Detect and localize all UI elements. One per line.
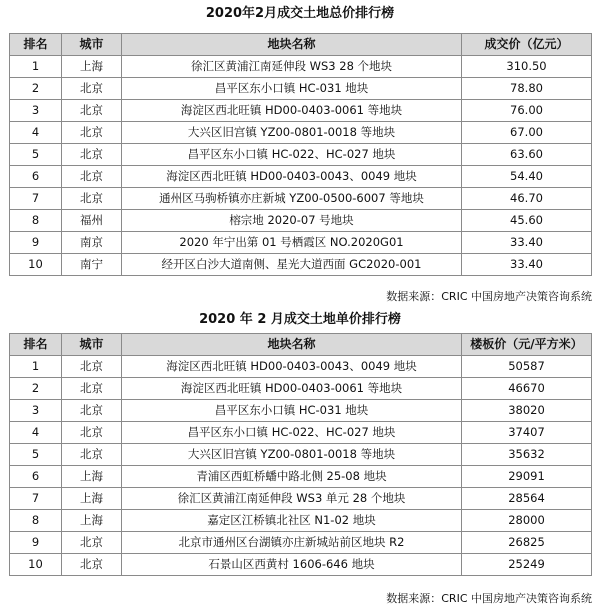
total-price-ranking-table	[9, 33, 592, 276]
plot-name-cell: 徐汇区黄浦江南延伸段 WS3 单元 28 个地块	[122, 488, 462, 510]
city-cell: 上海	[62, 510, 122, 532]
header-plot-name: 地块名称	[122, 334, 462, 356]
table-row	[10, 210, 592, 232]
table2-source: 数据来源：CRIC 中国房地产决策咨询系统	[386, 592, 592, 605]
plot-name-cell: 石景山区西黄村 1606-646 地块	[122, 554, 462, 576]
city-cell: 北京	[62, 122, 122, 144]
rank-cell: 5	[10, 144, 62, 166]
rank-cell: 5	[10, 444, 62, 466]
plot-name-cell: 2020 年宁出第 01 号栖霞区 NO.2020G01	[122, 232, 462, 254]
plot-name-cell: 经开区白沙大道南侧、星光大道西面 GC2020-001	[122, 254, 462, 276]
table1-body	[10, 56, 592, 276]
table-row	[10, 400, 592, 422]
value-cell: 29091	[462, 466, 592, 488]
value-cell: 38020	[462, 400, 592, 422]
table-row	[10, 188, 592, 210]
city-cell: 北京	[62, 422, 122, 444]
city-cell: 北京	[62, 356, 122, 378]
table-row	[10, 232, 592, 254]
rank-cell: 4	[10, 422, 62, 444]
table-row	[10, 422, 592, 444]
plot-name-cell: 北京市通州区台湖镇亦庄新城站前区地块 R2	[122, 532, 462, 554]
value-cell: 76.00	[462, 100, 592, 122]
value-cell: 33.40	[462, 232, 592, 254]
rank-cell: 6	[10, 166, 62, 188]
table1-title: 2020年2月成交土地总价排行榜	[205, 6, 395, 21]
rank-cell: 7	[10, 188, 62, 210]
city-cell: 南宁	[62, 254, 122, 276]
table1-source: 数据来源：CRIC 中国房地产决策咨询系统	[386, 290, 592, 303]
header-rank: 排名	[10, 34, 62, 56]
plot-name-cell: 昌平区东小口镇 HC-022、HC-027 地块	[122, 422, 462, 444]
rank-cell: 3	[10, 400, 62, 422]
plot-name-cell: 徐汇区黄浦江南延伸段 WS3 28 个地块	[122, 56, 462, 78]
table2-title: 2020 年 2 月成交土地单价排行榜	[199, 312, 401, 327]
plot-name-cell: 大兴区旧宫镇 YZ00-0801-0018 等地块	[122, 122, 462, 144]
table-row	[10, 510, 592, 532]
table-row	[10, 488, 592, 510]
city-cell: 上海	[62, 56, 122, 78]
rank-cell: 1	[10, 356, 62, 378]
header-city: 城市	[62, 334, 122, 356]
header-unit-price: 楼板价（元/平方米）	[462, 334, 592, 356]
header-row	[10, 34, 592, 56]
table-row	[10, 122, 592, 144]
value-cell: 26825	[462, 532, 592, 554]
city-cell: 上海	[62, 488, 122, 510]
table-row	[10, 166, 592, 188]
city-cell: 北京	[62, 166, 122, 188]
city-cell: 北京	[62, 78, 122, 100]
rank-cell: 2	[10, 378, 62, 400]
city-cell: 北京	[62, 188, 122, 210]
header-plot-name: 地块名称	[122, 34, 462, 56]
city-cell: 北京	[62, 444, 122, 466]
value-cell: 54.40	[462, 166, 592, 188]
city-cell: 北京	[62, 378, 122, 400]
city-cell: 北京	[62, 100, 122, 122]
plot-name-cell: 海淀区西北旺镇 HD00-0403-0061 等地块	[122, 100, 462, 122]
city-cell: 福州	[62, 210, 122, 232]
rank-cell: 10	[10, 554, 62, 576]
rank-cell: 7	[10, 488, 62, 510]
value-cell: 35632	[462, 444, 592, 466]
rank-cell: 4	[10, 122, 62, 144]
unit-price-ranking-table	[9, 333, 592, 576]
value-cell: 78.80	[462, 78, 592, 100]
value-cell: 25249	[462, 554, 592, 576]
plot-name-cell: 昌平区东小口镇 HC-031 地块	[122, 78, 462, 100]
plot-name-cell: 昌平区东小口镇 HC-022、HC-027 地块	[122, 144, 462, 166]
table-row	[10, 56, 592, 78]
value-cell: 50587	[462, 356, 592, 378]
plot-name-cell: 青浦区西虹桥蟠中路北侧 25-08 地块	[122, 466, 462, 488]
table-row	[10, 356, 592, 378]
table-row	[10, 554, 592, 576]
header-row	[10, 334, 592, 356]
rank-cell: 8	[10, 210, 62, 232]
rank-cell: 9	[10, 232, 62, 254]
value-cell: 28000	[462, 510, 592, 532]
plot-name-cell: 嘉定区江桥镇北社区 N1-02 地块	[122, 510, 462, 532]
plot-name-cell: 通州区马驹桥镇亦庄新城 YZ00-0500-6007 等地块	[122, 188, 462, 210]
value-cell: 46670	[462, 378, 592, 400]
rank-cell: 9	[10, 532, 62, 554]
table-row	[10, 100, 592, 122]
plot-name-cell: 大兴区旧宫镇 YZ00-0801-0018 等地块	[122, 444, 462, 466]
plot-name-cell: 榕宗地 2020-07 号地块	[122, 210, 462, 232]
plot-name-cell: 昌平区东小口镇 HC-031 地块	[122, 400, 462, 422]
table-row	[10, 532, 592, 554]
header-rank: 排名	[10, 334, 62, 356]
table-row	[10, 378, 592, 400]
plot-name-cell: 海淀区西北旺镇 HD00-0403-0061 等地块	[122, 378, 462, 400]
city-cell: 北京	[62, 144, 122, 166]
value-cell: 46.70	[462, 188, 592, 210]
table-row	[10, 444, 592, 466]
table-row	[10, 466, 592, 488]
rank-cell: 3	[10, 100, 62, 122]
plot-name-cell: 海淀区西北旺镇 HD00-0403-0043、0049 地块	[122, 166, 462, 188]
header-city: 城市	[62, 34, 122, 56]
rank-cell: 1	[10, 56, 62, 78]
value-cell: 33.40	[462, 254, 592, 276]
city-cell: 南京	[62, 232, 122, 254]
table-row	[10, 254, 592, 276]
value-cell: 67.00	[462, 122, 592, 144]
rank-cell: 10	[10, 254, 62, 276]
city-cell: 北京	[62, 532, 122, 554]
rank-cell: 8	[10, 510, 62, 532]
value-cell: 63.60	[462, 144, 592, 166]
value-cell: 28564	[462, 488, 592, 510]
city-cell: 北京	[62, 554, 122, 576]
table2-body	[10, 356, 592, 576]
table-row	[10, 144, 592, 166]
table-row	[10, 78, 592, 100]
value-cell: 310.50	[462, 56, 592, 78]
value-cell: 45.60	[462, 210, 592, 232]
city-cell: 上海	[62, 466, 122, 488]
plot-name-cell: 海淀区西北旺镇 HD00-0403-0043、0049 地块	[122, 356, 462, 378]
value-cell: 37407	[462, 422, 592, 444]
rank-cell: 2	[10, 78, 62, 100]
rank-cell: 6	[10, 466, 62, 488]
header-price: 成交价（亿元）	[462, 34, 592, 56]
city-cell: 北京	[62, 400, 122, 422]
